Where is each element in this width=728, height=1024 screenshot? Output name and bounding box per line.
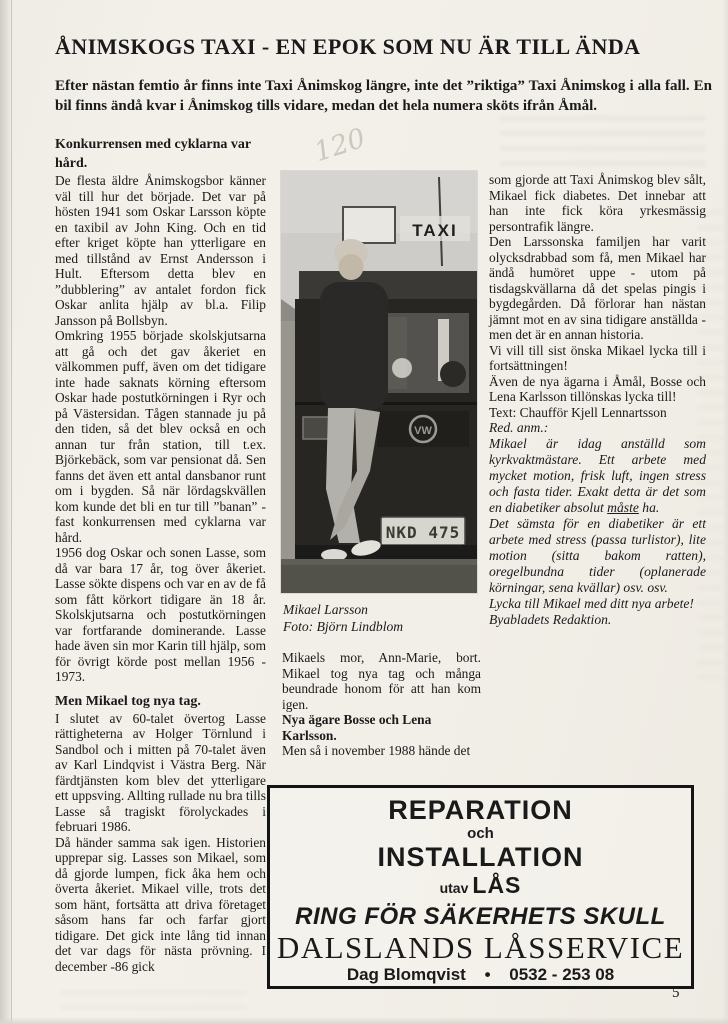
paragraph: Omkring 1955 började skolskjutsarna att gå och det gav åkeriet en välkommen puff, även om det tidigare inte hade saknats körning eftersom Oskar hade postutkörningen i Ryr och på Västersidan. Tågen stannade ju på den tiden, så det blev också en och annan tur från station, till t.ex. Björkebäck, som var pensionat då. Sen fanns det även ett antal dansbanor runt om i bygden. Så när lördagskvällen kom kunde det bli en tur till ”banan” - fast konkurrensen med cyklarna var hård. [55, 328, 266, 545]
handwritten-mark: 120 [310, 122, 370, 169]
photo-grain [281, 171, 477, 593]
ad-contact-separator: • [484, 965, 491, 984]
subheading-nya-agare: Nya ägare Bosse och Lena Karlsson. [282, 712, 432, 743]
editor-note-paragraph [489, 436, 706, 516]
underlined-word: måste [607, 500, 639, 515]
paragraph: Även de nya ägarna i Åmål, Bosse och Lena Karlsson tillönskas lycka till! [489, 373, 706, 404]
paragraph: De flesta äldre Ånimskogsbor känner väl till hur det började. Det var på hösten 1941 som Oskar Larsson köpte en taxibil av John King. Och en tid efter kriget köpte han ytterligare en med tillstånd av Ernst Andersson i Hult. Eftersom detta blev en ”dubblering” av antalet fordon fick Oskar anlita hjälp av bl.a. Filip Jansson på Bollsbyn. [55, 173, 266, 328]
bleedthrough-artifact [500, 116, 705, 166]
ad-word-las: LÅS [472, 872, 522, 898]
photo-caption-credit: Foto: Björn Lindblom [283, 619, 404, 634]
paragraph: som gjorde att Taxi Ånimskog blev sålt, Mikael fick diabetes. Det innebar att han inte fick köra yrkesmässig persontrafik längre. [489, 172, 706, 234]
editor-note-paragraph: Lycka till Mikael med ditt nya arbete! [489, 596, 694, 611]
ad-line-reparation: REPARATION [388, 795, 573, 825]
column-right [489, 172, 706, 628]
ad-contact-name: Dag Blomqvist [346, 965, 466, 984]
photo-illustration [281, 171, 477, 593]
paragraph: I slutet av 60-talet övertog Lasse rättigheterna av Holger Törnlund i Sandbol och i mitten på 70-talet även av Karl Lindqvist i Västra Berg. När färdtjänsten kom blev det ytterligare ett uppsving. Allting rullade nu bra tills Lasse så tragiskt förolyckades i februari 1986. [55, 710, 266, 834]
ad-company-name: DALSLANDS LÅSSERVICE [276, 930, 685, 965]
subheading-konkurrensen: Konkurrensen med cyklarna var hård. [55, 137, 251, 171]
editor-note-heading: Red. anm.: [489, 420, 549, 435]
ad-contact [347, 964, 614, 986]
bleedthrough-artifact [62, 990, 247, 1012]
ad-line-installation: INSTALLATION [377, 842, 584, 872]
editor-note-text: Mikael är idag anställd som kyrkvaktmästare. Ett arbete med mycket motion, frisk luft, ingen stress och fasta tider. Exakt detta är det som en diabetiker absolut [489, 436, 706, 515]
paragraph: Mikaels mor, Ann-Marie, bort. Mikael tog nya tag och många beundrade honom för att han kom igen. [282, 650, 481, 712]
photo-caption-name: Mikael Larsson [283, 602, 368, 617]
paragraph: Vi vill till sist önska Mikael lycka till i fortsättningen! [489, 342, 706, 373]
column-middle [282, 650, 481, 759]
page-number: 5 [672, 985, 680, 1001]
scan-edge-right [722, 0, 728, 1024]
paragraph: 1956 dog Oskar och sonen Lasse, som då var bara 17 år, tog över åkeriet. Lasse sökte dispens och var en av de få som fått körkort tidigare än 18 år. Skolskjutsarna och postutkörningen var fortfarande dominerande. Lasse hade även sin mor Karin till hjälp, som för övrigt körde post mellan 1956 - 1973. [55, 545, 266, 684]
vw-badge-text: VW [414, 425, 432, 437]
ad-slogan: RING FÖR SÄKERHETS SKULL [295, 903, 666, 930]
photo-caption [283, 601, 482, 635]
subheading-mikael: Men Mikael tog nya tag. [55, 693, 201, 709]
ad-word-utav: utav [439, 880, 469, 896]
byline: Text: Chaufför Kjell Lennartsson [489, 404, 667, 420]
ad-line-utav-las [440, 872, 522, 902]
ad-contact-phone: 0532 - 253 08 [509, 965, 615, 984]
paragraph: Den Larssonska familjen har varit olycksdrabbad som få, men Mikael har ändå humöret uppe - utom på tisdagskvällarna då det spelas pingis i bygdegården. Då förlorar han nästan jämnt mot en av sina tidigare anställda - men det är en annan historia. [489, 234, 706, 342]
taxi-sign: TAXI [412, 221, 458, 240]
paragraph: Men så i november 1988 hände det [282, 743, 471, 758]
editor-note-text: ha. [638, 500, 660, 515]
column-left [55, 135, 266, 974]
photo-mikael-larsson [281, 171, 477, 593]
scan-edge-left [0, 0, 12, 1024]
editor-note-paragraph: Det sämsta för en diabetiker är ett arbete med stress (passa turlistor), lite motion (sitta bakom ratten), oregelbundna tider (oplanerade körningar, sena kvällar) osv. osv. [489, 516, 706, 595]
editor-note-signature: Byabladets Redaktion. [489, 612, 612, 627]
scan-edge-bottom [0, 1017, 728, 1024]
paragraph: Då händer samma sak igen. Historien upprepar sig. Lasses son Mikael, som då gjorde lumpen, fick åka hem och överta åkeriet. Mikael ville, trots det som hänt, fortsätta att driva företaget såsom hans far och farfar gjort tidigare. Det gick inte lång tid innan det var dags för nästa prövning. I december -86 gick [55, 834, 266, 974]
article-lead: Efter nästan femtio år finns inte Taxi Ånimskog längre, inte det ”riktiga” Taxi Ånimskog i alla fall. En bil finns ändå kvar i Ånimskog tills vidare, medan det hela numera sköts ifrån Åmål. [55, 78, 712, 114]
article-title: ÅNIMSKOGS TAXI - EN EPOK SOM NU ÄR TILL ÄNDA [55, 34, 641, 59]
ad-line-och: och [467, 825, 494, 842]
ad-dalslands-lasservice [267, 785, 694, 989]
license-plate-text: NKD 475 [385, 523, 461, 542]
